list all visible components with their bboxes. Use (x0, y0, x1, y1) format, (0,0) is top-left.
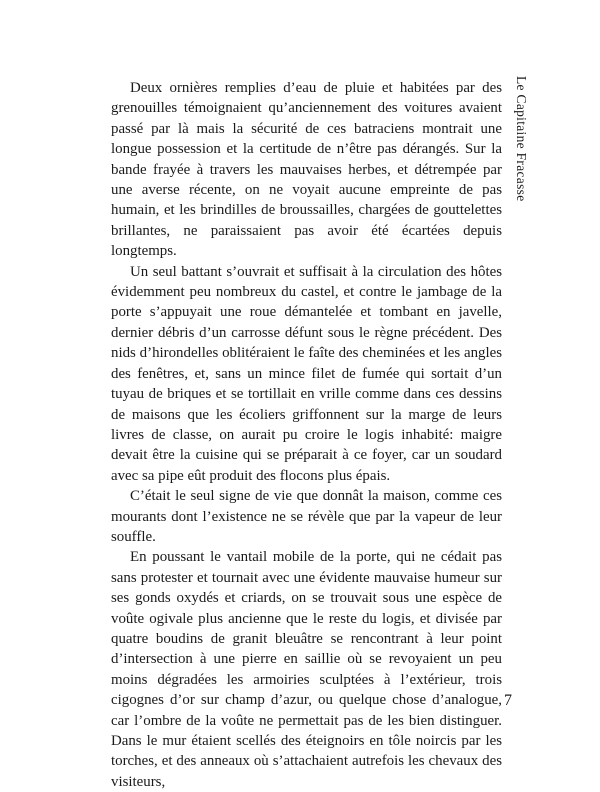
running-head: Le Capitaine Fracasse (514, 76, 529, 202)
body-text (111, 78, 502, 792)
paragraph-4: En poussant le vantail mobile de la porte, qui ne cédait pas sans protester et tournait avec une évidente mauvaise humeur sur ses gonds oxydés et criards, on se trouvait sous une espèce de voûte ogivale plus ancienne que le reste du logis, et divisée par quatre boudins de granit bleuâtre se rencontrant à leur point d’intersection à une pierre en saillie où se revoyaient un peu moins dégradées les armoiries sculptées à l’extérieur, trois cigognes d’or sur champ d’azur, ou quelque chose d’analogue, car l’ombre de la voûte ne permettait pas de les bien distinguer. Dans le mur étaient scellés des éteignoirs en tôle noircis par les torches, et des anneaux où s’attachaient autrefois les chevaux des visiteurs, (111, 549, 502, 790)
paragraph-2: Un seul battant s’ouvrait et suffisait à la circulation des hôtes évidemment peu nombreux du castel, et contre le jambage de la porte s’appuyait une roue démantelée et tombant en javelle, dernier débris d’un carrosse défunt sous le règne précédent. Des nids d’hirondelles oblitéraient le faîte des cheminées et les angles des fenêtres, et, sans un mince filet de fumée qui sortait d’un tuyau de briques et se tortillait en vrille comme dans ces dessins de maisons que les écoliers griffonnent sur la marge de leurs livres de classe, on aurait pu croire le logis inhabité: maigre devait être la cuisine qui se préparait à ce foyer, car un soudard avec sa pipe eût produit des flocons plus épais. (111, 263, 502, 484)
paragraph-3: C’était le seul signe de vie que donnât la maison, comme ces mourants dont l’existence ne se révèle que par la vapeur de leur souffle. (111, 488, 502, 545)
page-number: 7 (504, 692, 512, 709)
paragraph-1: Deux ornières remplies d’eau de pluie et habitées par des grenouilles témoignaient qu’anciennement des voitures avaient passé par là mais la sécurité de ces batraciens montrait une longue possession et la certitude de n’être pas dérangés. Sur la bande frayée à travers les mauvaises herbes, et détrempée par une averse récente, on ne voyait aucune empreinte de pas humain, et les brindilles de broussailles, chargées de gouttelettes brillantes, ne paraissaient pas avoir été écartées depuis longtemps. (111, 80, 502, 260)
